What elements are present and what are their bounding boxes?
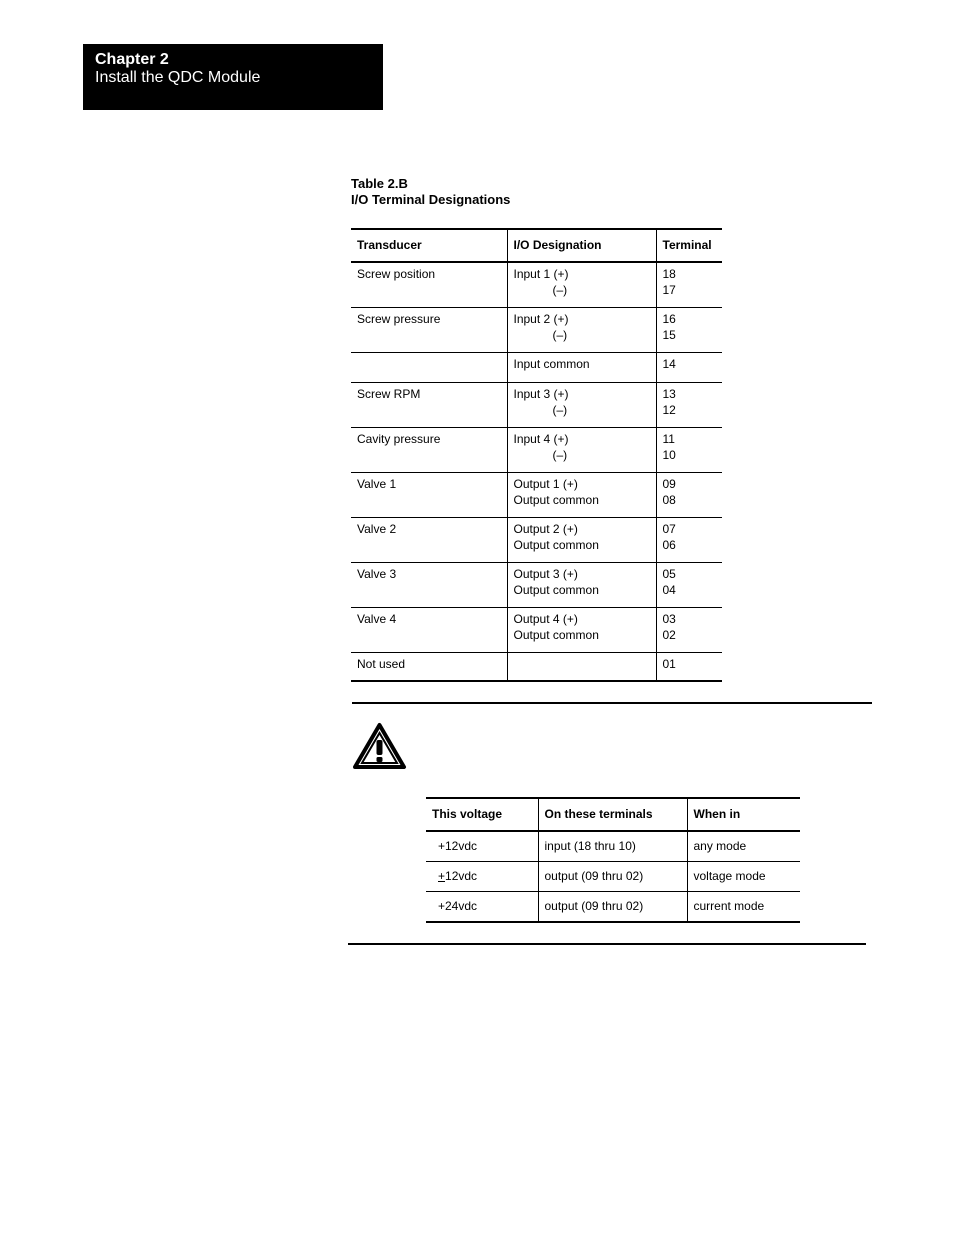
transducer-cell: Valve 3 [357, 567, 397, 581]
transducer-cell: Valve 1 [357, 477, 397, 491]
header-this-voltage: This voltage [432, 806, 503, 821]
terminal-cell: 11 10 [656, 428, 722, 473]
transducer-cell: Valve 4 [357, 612, 397, 626]
header-io-designation: I/O Designation [507, 229, 656, 262]
designation-cell: Input 3 (+) (–) [507, 383, 656, 428]
transducer-cell: Not used [357, 657, 406, 671]
table-row [351, 563, 722, 608]
table-title: I/O Terminal Designations [351, 192, 511, 207]
voltage-cell: +12vdc [438, 838, 478, 853]
warning-triangle-icon [352, 722, 407, 770]
table-row [351, 518, 722, 563]
voltage-table [426, 797, 800, 923]
warning-bottom-rule [348, 943, 866, 945]
designation-cell: Output 2 (+) Output common [507, 518, 656, 563]
mode-cell: voltage mode [687, 862, 800, 892]
io-terminal-table [351, 228, 722, 682]
transducer-cell: Screw pressure [357, 312, 441, 326]
terminal-cell: 18 17 [656, 262, 722, 308]
header-terminal: Terminal [656, 229, 722, 262]
terminal-cell: 16 15 [656, 308, 722, 353]
transducer-cell: Cavity pressure [357, 432, 441, 446]
chapter-label: Chapter 2 [95, 51, 169, 68]
voltage-cell: +24vdc [438, 898, 478, 913]
designation-cell: Output 3 (+) Output common [507, 563, 656, 608]
designation-cell [507, 653, 656, 682]
designation-cell: Input 1 (+) (–) [507, 262, 656, 308]
table-row [351, 262, 722, 308]
mode-cell: current mode [687, 892, 800, 923]
transducer-cell: Valve 2 [357, 522, 397, 536]
terminal-cell: 14 [656, 353, 722, 383]
terminal-cell: 05 04 [656, 563, 722, 608]
terminal-cell: 09 08 [656, 473, 722, 518]
voltage-cell: +12vdc [438, 868, 478, 883]
warning-top-rule [352, 702, 872, 704]
designation-cell: Output 4 (+) Output common [507, 608, 656, 653]
terminals-cell: output (09 thru 02) [538, 892, 687, 923]
transducer-cell: Screw RPM [357, 387, 421, 401]
terminal-cell: 01 [656, 653, 722, 682]
terminals-cell: input (18 thru 10) [538, 831, 687, 862]
header-when-in: When in [687, 798, 800, 831]
header-on-these-terminals: On these terminals [538, 798, 687, 831]
transducer-cell [351, 353, 507, 383]
terminals-cell: output (09 thru 02) [538, 862, 687, 892]
designation-cell: Input 4 (+) (–) [507, 428, 656, 473]
designation-cell: Input 2 (+) (–) [507, 308, 656, 353]
table-row [351, 383, 722, 428]
chapter-header [83, 44, 383, 110]
designation-cell: Input common [507, 353, 656, 383]
table-header-row [426, 798, 800, 831]
table-row [351, 473, 722, 518]
chapter-title: Install the QDC Module [95, 69, 261, 86]
terminal-cell: 13 12 [656, 383, 722, 428]
terminal-cell: 03 02 [656, 608, 722, 653]
table-row [426, 862, 800, 892]
mode-cell: any mode [687, 831, 800, 862]
table-row [351, 353, 722, 383]
table-header-row [351, 229, 722, 262]
table-row [351, 428, 722, 473]
table-number: Table 2.B [351, 176, 408, 191]
table-row [351, 608, 722, 653]
designation-cell: Output 1 (+) Output common [507, 473, 656, 518]
header-transducer: Transducer [357, 237, 422, 252]
transducer-cell: Screw position [357, 267, 436, 281]
table-row [426, 831, 800, 862]
table-row [351, 308, 722, 353]
table-caption [351, 176, 510, 208]
table-row [426, 892, 800, 923]
table-row [351, 653, 722, 682]
terminal-cell: 07 06 [656, 518, 722, 563]
